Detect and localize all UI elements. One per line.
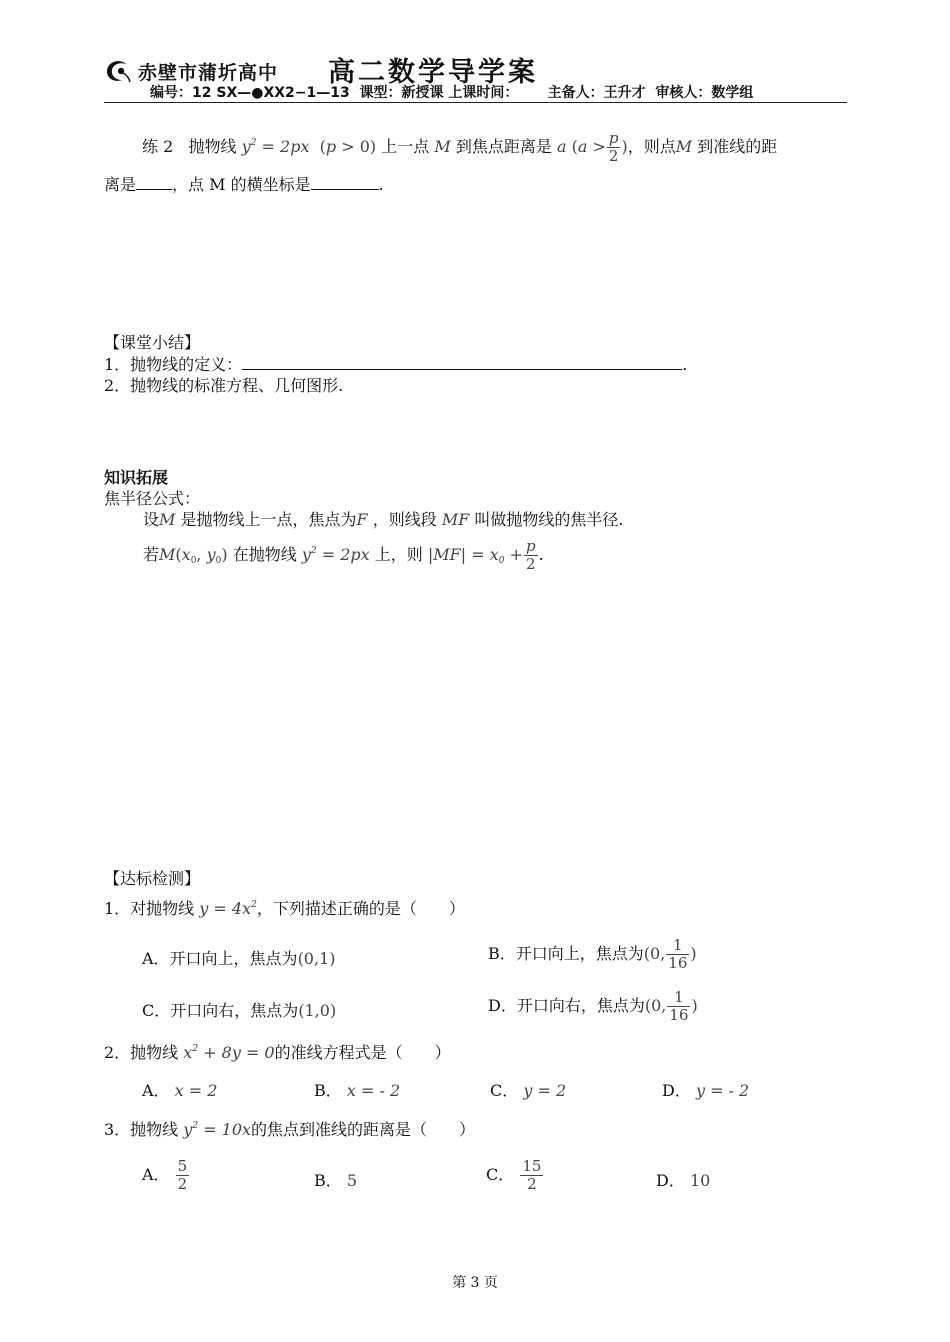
condition-a: (a > $\frac{p}{2}$ ) xyxy=(571,129,628,165)
option-text: D． xyxy=(662,1081,691,1100)
practice2-text: 上一点 xyxy=(381,137,430,156)
option-value: 10 xyxy=(689,1171,711,1190)
answer-blank[interactable] xyxy=(136,175,172,190)
extension-text: . xyxy=(538,545,544,564)
question-3: 3．抛物线 $y^2 = 10x$的焦点到准线的距离是（ ） xyxy=(104,1120,476,1139)
extension-text: ，则线段 xyxy=(372,510,437,529)
option-text: D．开口向右，焦点为 xyxy=(488,996,645,1015)
q2-option-d[interactable]: D． y = - 2 xyxy=(662,1081,750,1100)
question-text: 3．抛物线 xyxy=(104,1120,179,1139)
option-text: C． xyxy=(486,1165,515,1184)
practice2-text: ，则点 xyxy=(627,137,676,156)
q1-option-c[interactable]: C．开口向右，焦点为(1,0) xyxy=(142,1001,337,1020)
q3-option-b[interactable] xyxy=(314,1168,357,1191)
header-divider xyxy=(104,102,847,103)
q2-option-a[interactable]: A． x = 2 xyxy=(142,1081,218,1100)
extension-text: 设 xyxy=(143,510,160,529)
option-text: A． xyxy=(142,1165,170,1184)
worksheet-title: 高二数学导学案 xyxy=(328,57,538,88)
q2-option-c[interactable]: C． y = 2 xyxy=(490,1081,567,1100)
question-text: 2．抛物线 xyxy=(104,1043,179,1062)
practice2-text: 抛物线 xyxy=(188,137,237,156)
header-meta: 编号：12 SX—●XX2−1—13 课型：新授课 上课时间： 主备人：王升才 审核人：数学组 xyxy=(150,85,754,101)
school-name: 赤壁市蒲圻高中 xyxy=(138,62,279,84)
point-m: M xyxy=(434,137,451,156)
option-text: C． xyxy=(490,1081,519,1100)
point-m: M xyxy=(675,137,693,156)
question-text: 1．对抛物线 xyxy=(104,899,195,918)
option-text: A．开口向上，焦点为 xyxy=(142,949,298,968)
extension-text: 是抛物线上一点，焦点为 xyxy=(180,510,357,529)
q2-option-b[interactable]: B． x = - 2 xyxy=(314,1081,401,1100)
summary-heading: 【课堂小结】 xyxy=(104,333,201,352)
q3-option-c[interactable]: C． $\frac{15}{2}$ xyxy=(486,1157,542,1193)
answer-blank[interactable] xyxy=(242,355,682,370)
equation-parabola: $y^2 = 2px$ xyxy=(241,137,310,156)
option-text: B．开口向上，焦点为 xyxy=(488,944,644,963)
question-text: ，下列描述正确的是（ ） xyxy=(256,899,465,918)
practice2-label: 练 2 xyxy=(142,137,174,156)
q3-option-a[interactable]: A． $\frac{5}{2}$ xyxy=(142,1157,188,1193)
option-text: C．开口向右，焦点为 xyxy=(142,1001,299,1020)
option-value: 5 xyxy=(346,1171,358,1190)
practice2-text: . xyxy=(378,175,384,194)
extension-text: 叫做抛物线的焦半径. xyxy=(474,510,624,529)
summary-item-text: 1．抛物线的定义： xyxy=(104,355,243,374)
practice2-text: 到准线的距 xyxy=(697,137,778,156)
question-2: 2．抛物线 $x^2 + 8y = 0$的准线方程式是（ ） xyxy=(104,1043,451,1062)
option-text: D． xyxy=(656,1171,685,1190)
page-number: 第 3 页 xyxy=(452,1275,498,1291)
practice2-text: ，点 M 的横坐标是 xyxy=(172,175,311,194)
question-text: 的焦点到准线的距离是（ ） xyxy=(251,1120,476,1139)
q1-option-b[interactable]: B．开口向上，焦点为(0, $\frac{1}{16}$ ) xyxy=(488,936,697,972)
q3-option-d[interactable] xyxy=(656,1168,710,1191)
extension-heading: 知识拓展 xyxy=(104,468,169,487)
extension-line2: 若$M(x_0$, $y_0$) 在抛物线 $y^2 = 2px$ 上，则 $|MF| = x_0$ + $\frac{p}{2}$ . xyxy=(143,537,544,573)
practice2-line2 xyxy=(104,172,384,195)
question-text: 的准线方程式是（ ） xyxy=(274,1043,451,1062)
condition-p: (p > 0) xyxy=(319,137,377,156)
practice2-text: 到焦点距离是 xyxy=(455,137,552,156)
school-logo-icon xyxy=(104,58,132,84)
practice2-text: 离是 xyxy=(104,175,137,194)
option-text: B． xyxy=(314,1081,342,1100)
test-heading: 【达标检测】 xyxy=(104,869,201,888)
summary-item-1 xyxy=(104,352,687,375)
extension-text: 在抛物线 xyxy=(232,545,297,564)
summary-item-2: 2．抛物线的标准方程、几何图形. xyxy=(104,376,344,395)
extension-subheading: 焦半径公式： xyxy=(104,489,201,508)
extension-text: 上，则 xyxy=(374,545,423,564)
practice2-line1 xyxy=(142,130,777,165)
distance-a: a xyxy=(556,137,567,156)
q1-option-d[interactable]: D．开口向右，焦点为(0, $\frac{1}{16}$ ) xyxy=(488,988,698,1024)
summary-item-text: . xyxy=(682,355,688,374)
extension-line1: 设M 是抛物线上一点，焦点为F ，则线段 MF 叫做抛物线的焦半径. xyxy=(143,510,624,529)
option-text: B． xyxy=(314,1171,342,1190)
option-text: A． xyxy=(142,1081,170,1100)
answer-blank[interactable] xyxy=(311,175,379,190)
extension-text: 若 xyxy=(143,545,160,564)
question-1: 1．对抛物线 $y = 4x^2$，下列描述正确的是（ ） xyxy=(104,899,465,918)
q1-option-a[interactable]: A．开口向上，焦点为(0,1) xyxy=(142,949,336,968)
